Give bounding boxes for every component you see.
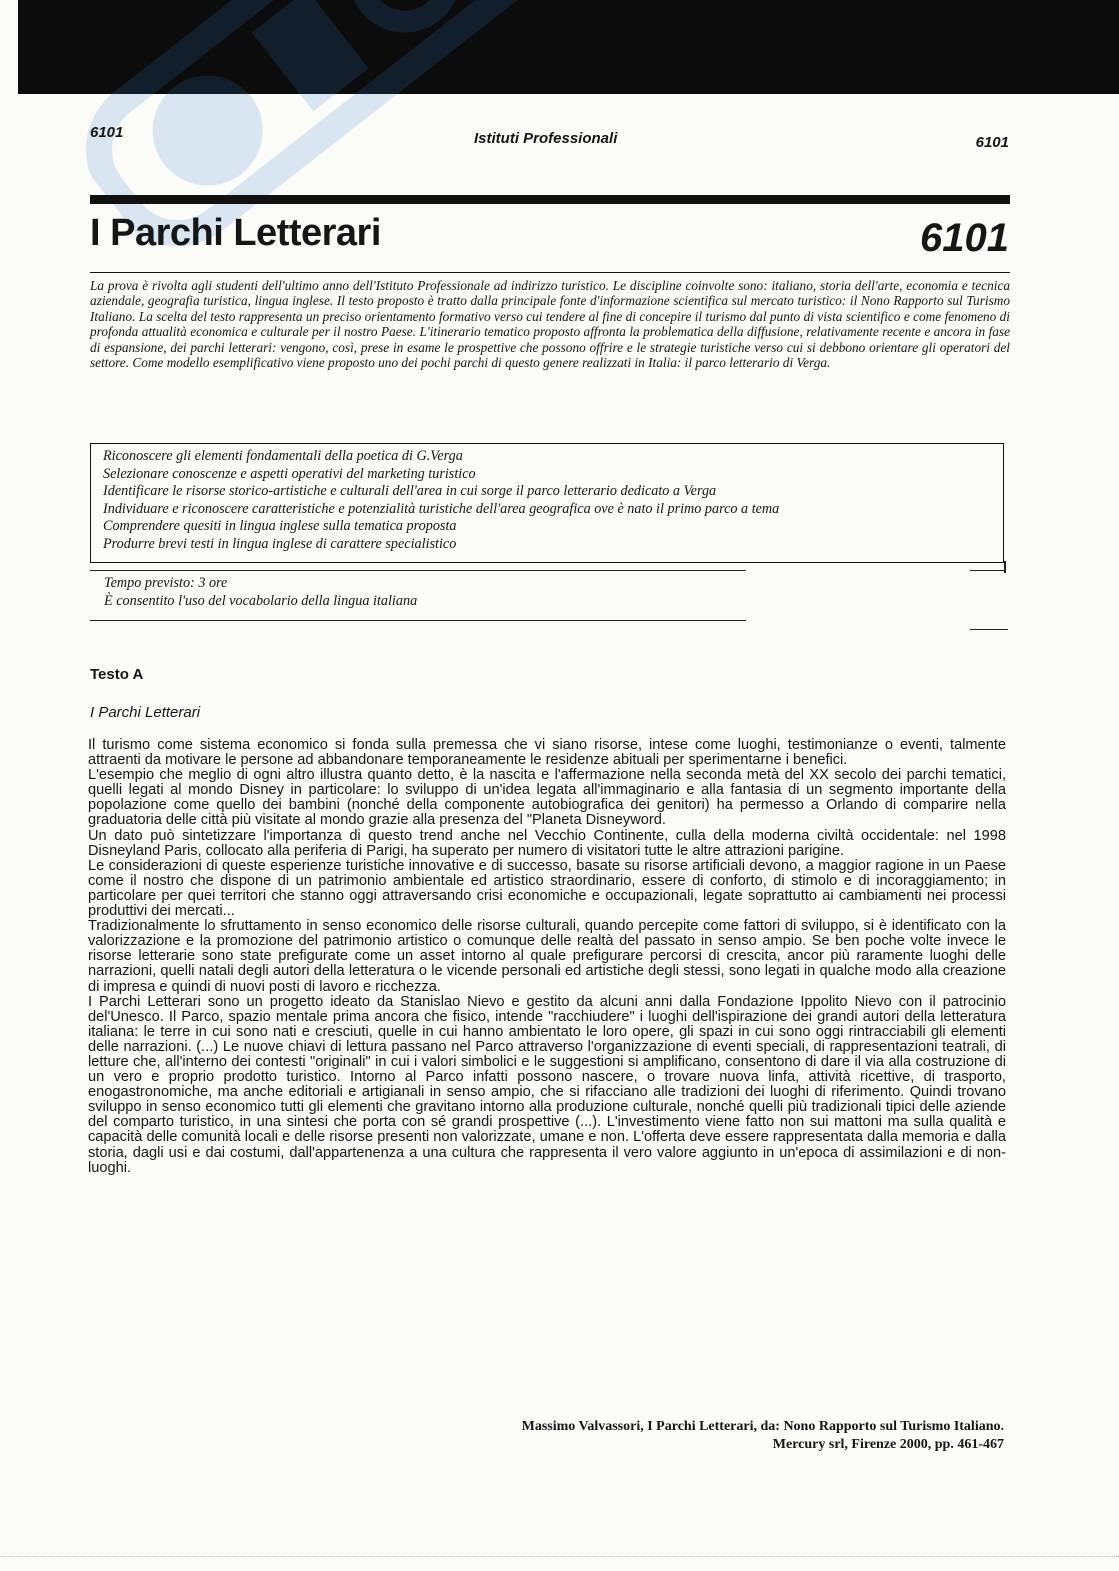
divider-rule: [90, 570, 746, 571]
running-head-right: 6101: [975, 134, 1009, 151]
running-head: [90, 124, 1009, 151]
section-label: Testo A: [90, 666, 144, 683]
body-paragraph: I Parchi Letterari sono un progetto ideato da Stanislao Nievo e gestito da alcuni anni dalla Fondazione Ippolito Nievo con il patrocinio del'Unesco. Il Parco, spazio mentale prima ancora che fisico, intende "racchiudere" i luoghi dell'ispirazione dei grandi autori della letteratura italiana: le terre in cui sono nati e cresciuti, quelle in cui hanno ambientato le loro opere, gli spazi in cui sono oggi rintracciabili gli elementi delle narrazioni. (...) Le nuove chiavi di lettura passano nel Parco attraverso l'organizzazione di eventi speciali, di rappresentazioni teatrali, di letture che, all'interno dei contesti "originali" in cui i valori simbolici e le suggestioni si amplificano, consentono di dare il via alla costruzione di un vero e proprio prodotto turistico. Intorno al Parco infatti possono nascere, o trovare nuova linfa, attività ricettive, di trasporto, enogastronomiche, ma anche editoriali e artigianali in senso ampio, che si rifacciano alle tradizioni dei luoghi di riferimento. Quindi trovano sviluppo in senso economico tutti gli elementi che gravitano intorno alla produzione culturale, nonché quelli più tradizionali tipici delle aziende del comparto turistico, in una sintesi che porta con sé grandi prospettive (...). L'investimento viene fatto non sui mattoni ma sulla qualità e capacità delle comunità locali e delle risorse presenti non valorizzate, umane e non. L'offerta deve essere rappresentata dalla memoria e dalla storia, dagli usi e dai costumi, dall'appartenenza a una cultura che rappresenta il vero valore aggiunto in un'epoca di assimilazioni e di non-luoghi.: [88, 993, 1006, 1176]
section-subtitle: I Parchi Letterari: [90, 704, 201, 721]
objective-item: Riconoscere gli elementi fondamentali della poetica di G.Verga: [103, 448, 463, 464]
corner-tick: [1004, 561, 1006, 573]
running-head-center: Istituti Professionali: [474, 130, 618, 147]
title-rule-thick: [90, 195, 1010, 204]
intro-paragraph: La prova è rivolta agli studenti dell'ultimo anno dell'Istituto Professionale ad indirizzo turistico. Le discipline coinvolte sono: italiano, storia dell'arte, economia e tecnica aziendale, geografia turistica, lingua inglese. Il testo proposto è tratto dalla principale fonte d'informazione scientifica sul mercato turistico: il Nono Rapporto sul Turismo Italiano. La scelta del testo rappresenta un preciso orientamento formativo verso cui tendere al fine di concepire il turismo dal punto di vista scientifico e come fenomeno di profonda attualità economica e culturale per il nostro Paese. L'itinerario tematico proposto affronta la problematica della diffusione, relativamente recente e ancora in fase di espansione, dei parchi letterari: vengono, così, prese in esame le prospettive che possono offrire e le strategie turistiche verso cui si debbono orientare gli operatori del settore. Come modello esemplificativo viene proposto uno dei pochi parchi di questo genere realizzati in Italia: il parco letterario di Verga.: [90, 278, 1010, 371]
divider-rule: [90, 620, 746, 621]
objectives-box: [90, 443, 1004, 563]
objective-item: Comprendere quesiti in lingua inglese sulla tematica proposta: [103, 518, 457, 535]
exam-notes: [104, 574, 417, 610]
corner-tick: [970, 629, 1008, 630]
document-code: 6101: [920, 216, 1009, 260]
running-head-left: 6101: [90, 124, 124, 141]
body-paragraph: Le considerazioni di queste esperienze turistiche innovative e di successo, basate su risorse artificiali devono, a maggior ragione in un Paese come il nostro che dispone di un patrimonio ambientale ed artistico straordinario, essere di conforto, di stimolo e di incoraggiamento; in particolare per quei territori che stanno oggi attraversando crisi economiche e occupazionali, legate soprattutto ai cambiamenti nei processi produttivi dei mercati...: [88, 857, 1006, 920]
title-rule-thin: [90, 272, 1010, 273]
corner-tick: [970, 570, 1006, 571]
citation-line: Massimo Valvassori, I Parchi Letterari, da: Nono Rapporto sul Turismo Italiano.: [521, 1419, 1004, 1434]
citation-line: Mercury srl, Firenze 2000, pp. 461-467: [772, 1437, 1004, 1452]
source-citation: [522, 1418, 1004, 1454]
body-paragraph: Il turismo come sistema economico si fonda sulla premessa che vi siano risorse, intese come luoghi, testimonianze o eventi, talmente attraenti da motivare le persone ad abbandonare temporaneamente le residenze abituali per sperimentarne i benefici.: [88, 737, 1006, 769]
body-paragraph: Tradizionalmente lo sfruttamento in senso economico delle risorse culturali, quando percepite come fattori di sviluppo, si è identificato con la valorizzazione e la promozione del patrimonio artistico o comunque delle realtà del passato in senso ampio. Se ben poche volte invece le risorse letterarie sono state prefigurate come un asset intorno al quale prefigurare percorsi di crescita, ancor più raramente luoghi delle narrazioni, quelli natali degli autori della letteratura o le vicende personali ed artistiche degli stessi, sono legati in qualche modo alla creazione di impresa e quindi di nuovi posti di lavoro e ricchezza.: [88, 918, 1006, 995]
body-paragraph: Un dato può sintetizzare l'importanza di questo trend anche nel Vecchio Continente, culla della moderna civiltà occidentale: nel 1998 Disneyland Paris, collocato alla periferia di Parigi, ha superato per numero di visitatori tutte le altre attrazioni parigine.: [88, 827, 1006, 859]
time-note: Tempo previsto: 3 ore: [104, 575, 228, 591]
objective-item: Individuare e riconoscere caratteristiche e potenzialità turistiche dell'area geografica ove è nato il primo parco a tema: [103, 500, 780, 517]
scan-bottom-edge: [0, 1556, 1119, 1558]
body-paragraph: L'esempio che meglio di ogni altro illustra quanto detto, è la nascita e l'affermazione nella seconda metà del XX secolo dei parchi tematici, quelli legati al mondo Disney in particolare: lo sviluppo di un'idea legata all'immaginario e alla fantasia di un segmento importante della popolazione come quello dei bambini (nonché della componente autobiografica dei genitori) ha permesso a Orlando di comparire nella graduatoria delle città più visitate al mondo grazie alla presenza del "Planeta Disneyword.: [88, 767, 1006, 829]
dictionary-note: È consentito l'uso del vocabolario della lingua italiana: [104, 593, 418, 609]
objective-item: Produrre brevi testi in lingua inglese di carattere specialistico: [103, 535, 457, 552]
objectives-list: [91, 444, 1003, 554]
body-text: [88, 738, 1006, 1176]
objective-item: Identificare le risorse storico-artistiche e culturali dell'area in cui sorge il parco letterario dedicato a Verga: [103, 483, 717, 500]
page-title: I Parchi Letterari: [90, 212, 381, 254]
objective-item: Selezionare conoscenze e aspetti operativi del marketing turistico: [103, 465, 476, 482]
